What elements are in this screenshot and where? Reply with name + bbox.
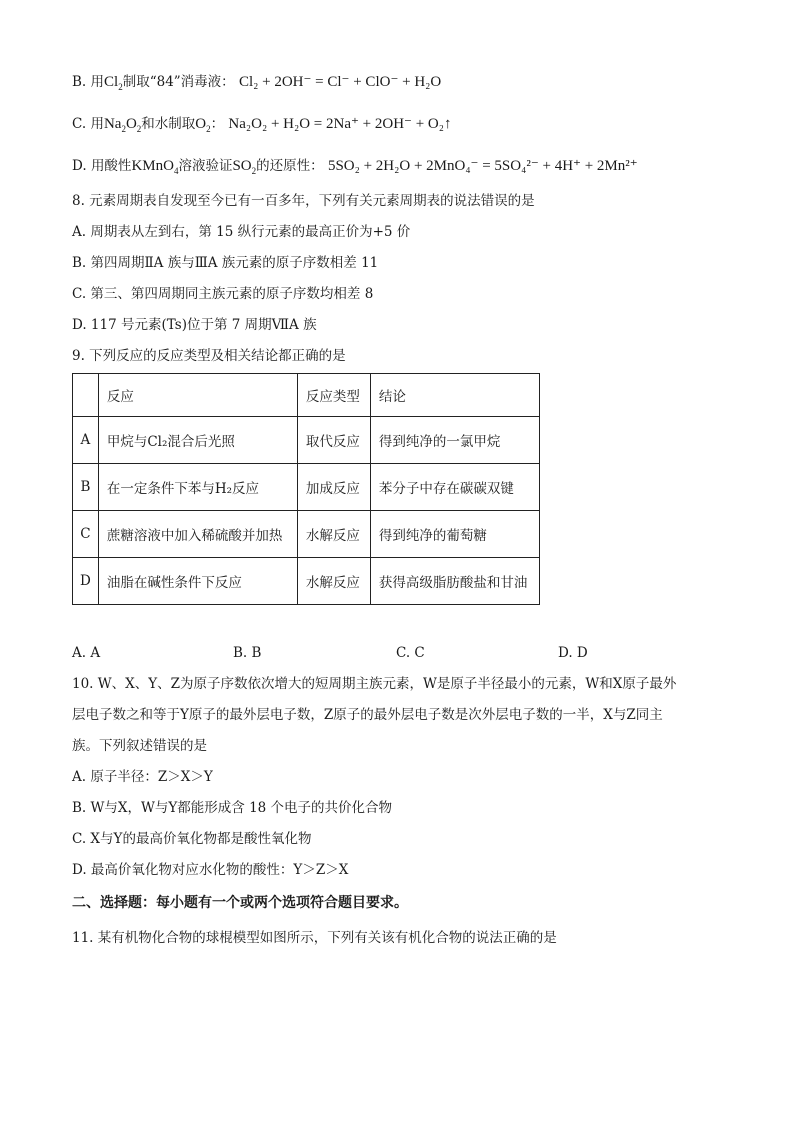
table-row [73, 417, 540, 464]
formula-kmno4: KMnO$_4$ [131, 158, 179, 176]
option-text: 和水制取 [141, 116, 196, 132]
row-type: 水解反应 [297, 558, 370, 605]
q11-stem: 11. 某有机物化合物的球棍模型如图所示，下列有关该有机化合物的说法正确的是 [72, 930, 557, 946]
q9-option-b: B. B [233, 645, 262, 661]
q8-option-b: B. 第四周期ⅡA 族与ⅢA 族元素的原子序数相差 11 [72, 255, 379, 271]
table-row [73, 464, 540, 511]
q8-option-a: A. 周期表从左到右，第 15 纵行元素的最高正价为+5 价 [72, 224, 411, 240]
formula-na2o2: $Na_2O_2$ [103, 116, 142, 134]
q10-option-b: B. W与X，W与Y都能形成含 18 个电子的共价化合物 [72, 800, 393, 816]
table-header-cell: 结论 [370, 374, 539, 417]
q7-c-equation: Na₂O₂ + H₂O = 2Na⁺ + 2OH⁻ + O₂↑ [228, 116, 452, 132]
row-conclusion: 苯分子中存在碳碳双键 [370, 464, 539, 511]
q10-stem-line3: 族。下列叙述错误的是 [72, 738, 207, 754]
row-conclusion: 得到纯净的葡萄糖 [370, 511, 539, 558]
row-conclusion: 获得高级脂肪酸盐和甘油 [370, 558, 539, 605]
formula-cl2: $Cl_2$ [104, 74, 123, 92]
table-header-cell [73, 374, 99, 417]
option-label: B. [72, 74, 87, 90]
row-reaction: 甲烷与Cl₂混合后光照 [98, 417, 297, 464]
q8-stem: 8. 元素周期表自发现至今已有一百多年，下列有关元素周期表的说法错误的是 [72, 193, 535, 209]
table-row [73, 511, 540, 558]
option-text: 用 [90, 116, 104, 132]
q9-option-c: C. C [396, 645, 425, 661]
q10-stem-line1: 10. W、X、Y、Z为原子序数依次增大的短周期主族元素，W是原子半径最小的元素，W和X原子最外 [72, 676, 677, 692]
q7-b-equation: Cl₂ + 2OH⁻ = Cl⁻ + ClO⁻ + H₂O [238, 74, 442, 90]
q10-option-c: C. X与Y的最高价氧化物都是酸性氧化物 [72, 831, 312, 847]
q9-table [72, 373, 540, 605]
row-reaction: 蔗糖溶液中加入稀硫酸并加热 [98, 511, 297, 558]
option-text: 制取“84”消毒液： [122, 74, 235, 90]
q10-option-d: D. 最高价氧化物对应水化物的酸性：Y＞Z＞X [72, 862, 349, 878]
q8-option-c: C. 第三、第四周期同主族元素的原子序数均相差 8 [72, 286, 374, 302]
table-header-row [73, 374, 540, 417]
row-reaction: 油脂在碱性条件下反应 [98, 558, 297, 605]
option-text: 的还原性： [256, 158, 324, 174]
q8-option-d: D. 117 号元素(Ts)位于第 7 周期ⅦA 族 [72, 317, 317, 333]
row-reaction: 在一定条件下苯与H₂反应 [98, 464, 297, 511]
row-type: 取代反应 [297, 417, 370, 464]
q9-option-a: A. A [72, 645, 101, 661]
row-type: 水解反应 [297, 511, 370, 558]
row-key: D [73, 558, 99, 605]
option-text: 溶液验证 [178, 158, 233, 174]
q7-d-equation: 5SO₂ + 2H₂O + 2MnO₄⁻ = 5SO₄²⁻ + 4H⁺ + 2Mn²⁺ [327, 158, 638, 174]
option-text: ： [210, 116, 225, 132]
q7-option-c [72, 114, 452, 134]
formula-so2: $SO_2$ [232, 158, 257, 176]
table-header-cell: 反应类型 [297, 374, 370, 417]
q9-stem: 9. 下列反应的反应类型及相关结论都正确的是 [72, 348, 346, 364]
section-heading: 二、选择题：每小题有一个或两个选项符合题目要求。 [72, 895, 408, 911]
q9-option-d: D. D [558, 645, 588, 661]
q10-stem-line2: 层电子数之和等于Y原子的最外层电子数，Z原子的最外层电子数是次外层电子数的一半，X与Z同主 [72, 707, 663, 723]
option-text: 用 [90, 74, 105, 90]
table-row [73, 558, 540, 605]
q10-option-a: A. 原子半径：Z＞X＞Y [72, 769, 213, 785]
option-text: 用酸性 [90, 158, 132, 174]
row-key: A [73, 417, 99, 464]
table-header-cell: 反应 [98, 374, 297, 417]
row-key: B [73, 464, 99, 511]
row-key: C [73, 511, 99, 558]
row-type: 加成反应 [297, 464, 370, 511]
q7-option-b [72, 72, 441, 92]
formula-o2: $O_2$ [195, 116, 211, 134]
option-label: C. [72, 116, 87, 132]
row-conclusion: 得到纯净的一氯甲烷 [370, 417, 539, 464]
q7-option-d [72, 156, 638, 176]
option-label: D. [72, 158, 87, 174]
